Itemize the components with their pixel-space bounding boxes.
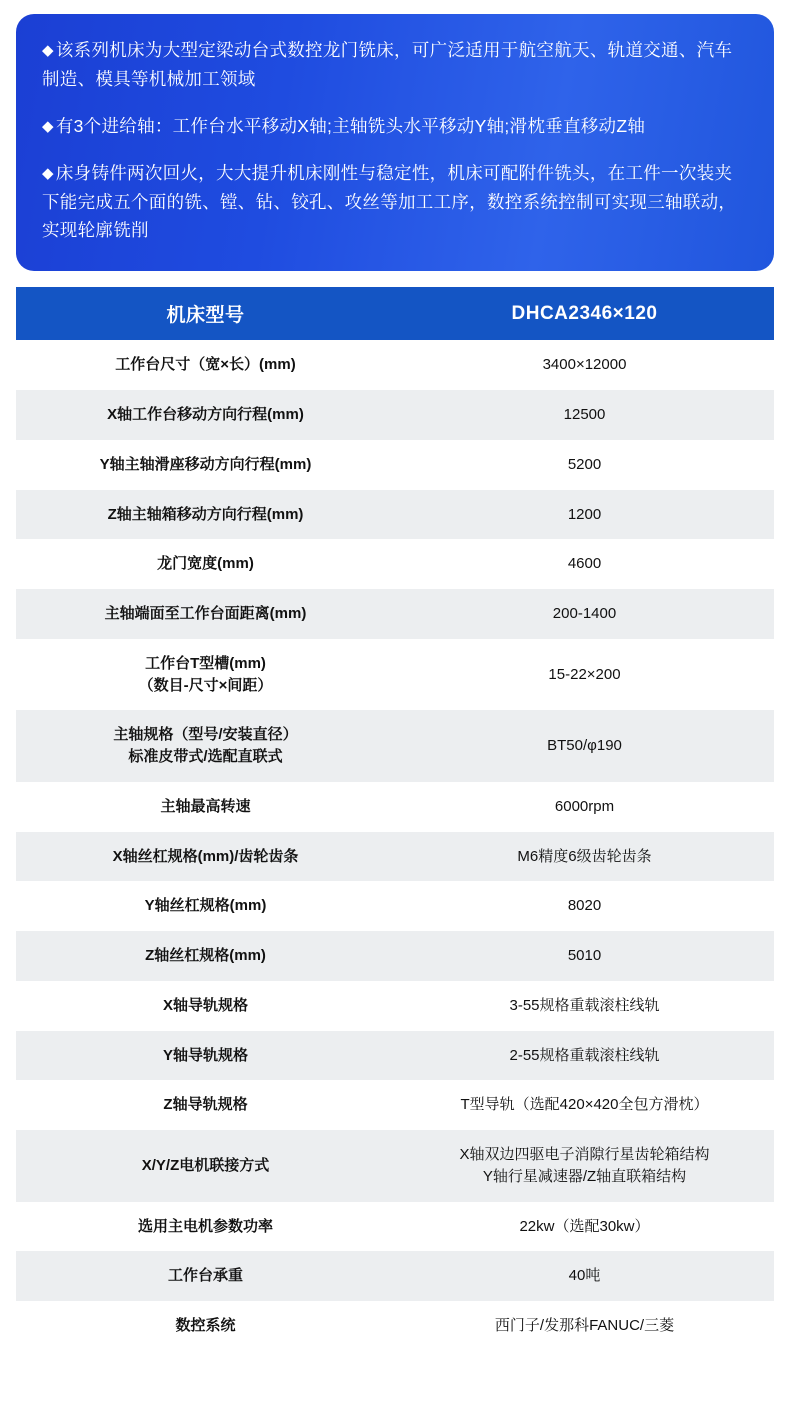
table-row (16, 1301, 774, 1351)
intro-line-2-text: 有3个进给轴：工作台水平移动X轴;主轴铣头水平移动Y轴;滑枕垂直移动Z轴 (55, 115, 646, 136)
row-value (395, 832, 774, 882)
row-value (395, 1301, 774, 1351)
row-label (16, 710, 395, 782)
row-label (16, 1031, 395, 1081)
row-value-line2: Y轴行星减速器/Z轴直联箱结构 (482, 1167, 687, 1185)
intro-line-1 (42, 36, 748, 94)
row-value (395, 490, 774, 540)
row-label (16, 981, 395, 1031)
table-row (16, 390, 774, 440)
row-value (395, 589, 774, 639)
table-row (16, 981, 774, 1031)
intro-line-3-text: 床身铸件两次回火，大大提升机床刚性与稳定性，机床可配附件铣头，在工件一次装夹下能完成五个面的铣、镗、钻、铰孔、攻丝等加工工序，数控系统控制可实现三轴联动，实现轮廓铣削 (42, 162, 737, 241)
row-label-line1: X轴导轨规格 (162, 996, 248, 1014)
row-value (395, 981, 774, 1031)
header-model-label: 机床型号 (16, 287, 395, 340)
row-value (395, 1251, 774, 1301)
row-label-line1: 工作台承重 (167, 1267, 243, 1285)
row-value-line1: 西门子/发那科FANUC/三菱 (494, 1317, 675, 1334)
row-value (395, 1202, 774, 1252)
row-label-line1: X轴丝杠规格(mm)/齿轮齿条 (112, 847, 299, 865)
row-label (16, 440, 395, 490)
row-label-line1: Z轴丝杠规格(mm) (145, 947, 266, 964)
row-value-line1: 5010 (567, 947, 602, 964)
diamond-bullet-icon: ◆ (42, 117, 54, 135)
row-value-line1: 3400×12000 (542, 356, 627, 374)
row-label (16, 340, 395, 390)
row-value-line1: 40吨 (568, 1267, 601, 1285)
table-row (16, 539, 774, 589)
row-value-line1: 8020 (567, 897, 602, 915)
row-label-line1: Y轴主轴滑座移动方向行程(mm) (99, 455, 312, 473)
row-label-line1: 选用主电机参数功率 (137, 1217, 273, 1235)
row-value-line1: T型导轨（选配420×420全包方滑枕） (460, 1096, 709, 1114)
row-label (16, 782, 395, 832)
row-label-line1: Y轴导轨规格 (162, 1046, 248, 1064)
table-row (16, 832, 774, 882)
row-value-line1: M6精度6级齿轮齿条 (517, 847, 652, 865)
row-value (395, 1130, 774, 1202)
row-label-line1: X/Y/Z电机联接方式 (141, 1156, 270, 1174)
row-value (395, 881, 774, 931)
row-value-line1: 1200 (567, 505, 602, 523)
header-model-value: DHCA2346×120 (395, 287, 774, 340)
row-value-line1: 22kw（选配30kw） (519, 1217, 650, 1235)
row-label (16, 881, 395, 931)
row-value (395, 340, 774, 390)
row-label (16, 931, 395, 981)
row-label (16, 589, 395, 639)
intro-line-1-text: 该系列机床为大型定梁动台式数控龙门铣床，可广泛适用于航空航天、轨道交通、汽车制造、模具等机械加工领域 (42, 40, 733, 89)
row-label-line2: 标准皮带式/选配直联式 (128, 748, 283, 765)
row-label-line1: 龙门宽度(mm) (157, 555, 254, 573)
row-value-line1: 2-55规格重载滚柱线轨 (509, 1046, 660, 1064)
diamond-bullet-icon: ◆ (42, 164, 54, 182)
row-value-line1: 200-1400 (552, 605, 617, 622)
row-value-line1: 6000rpm (554, 797, 615, 815)
row-label-line1: 数控系统 (175, 1317, 236, 1334)
row-label (16, 1202, 395, 1252)
row-value-line1: 12500 (563, 406, 606, 423)
table-row (16, 589, 774, 639)
intro-banner (16, 14, 774, 271)
row-value (395, 931, 774, 981)
row-label-line1: 主轴规格（型号/安装直径） (113, 726, 298, 744)
row-label (16, 390, 395, 440)
table-row (16, 440, 774, 490)
table-row (16, 1202, 774, 1252)
row-value (395, 710, 774, 782)
row-label (16, 1130, 395, 1202)
table-row (16, 340, 774, 390)
table-row (16, 639, 774, 711)
row-label (16, 539, 395, 589)
row-label (16, 639, 395, 711)
row-value-line1: 3-55规格重载滚柱线轨 (509, 996, 660, 1014)
row-label-line1: 工作台T型槽(mm) (145, 654, 266, 672)
table-row (16, 1130, 774, 1202)
row-label (16, 1301, 395, 1351)
row-value-line1: 15-22×200 (548, 665, 621, 683)
row-label-line1: X轴工作台移动方向行程(mm) (107, 406, 304, 423)
row-value (395, 440, 774, 490)
table-row (16, 881, 774, 931)
row-label (16, 1080, 395, 1130)
row-value (395, 539, 774, 589)
row-value-line1: BT50/φ190 (547, 737, 622, 755)
intro-line-2 (42, 112, 748, 141)
row-value (395, 782, 774, 832)
row-value (395, 390, 774, 440)
row-label-line2: （数目-尺寸×间距） (138, 676, 273, 694)
row-value-line1: 5200 (567, 455, 602, 473)
table-header-row (16, 287, 774, 340)
row-label-line1: 主轴最高转速 (160, 797, 251, 815)
row-value (395, 1080, 774, 1130)
diamond-bullet-icon: ◆ (42, 42, 54, 59)
row-label (16, 832, 395, 882)
row-value-line1: X轴双边四驱电子消隙行星齿轮箱结构 (459, 1146, 710, 1163)
row-value-line1: 4600 (567, 555, 602, 573)
table-row (16, 782, 774, 832)
row-label (16, 490, 395, 540)
table-row (16, 490, 774, 540)
row-value (395, 1031, 774, 1081)
row-label-line1: Z轴导轨规格 (163, 1096, 248, 1114)
row-value (395, 639, 774, 711)
table-row (16, 1080, 774, 1130)
row-label (16, 1251, 395, 1301)
table-row (16, 1031, 774, 1081)
row-label-line1: 工作台尺寸（宽×长）(mm) (115, 356, 296, 374)
table-row (16, 1251, 774, 1301)
row-label-line1: 主轴端面至工作台面距离(mm) (104, 605, 307, 622)
intro-line-3 (42, 159, 748, 246)
row-label-line1: Z轴主轴箱移动方向行程(mm) (107, 505, 304, 523)
table-row (16, 931, 774, 981)
table-row (16, 710, 774, 782)
row-label-line1: Y轴丝杠规格(mm) (144, 897, 267, 915)
specification-table (16, 287, 774, 1351)
